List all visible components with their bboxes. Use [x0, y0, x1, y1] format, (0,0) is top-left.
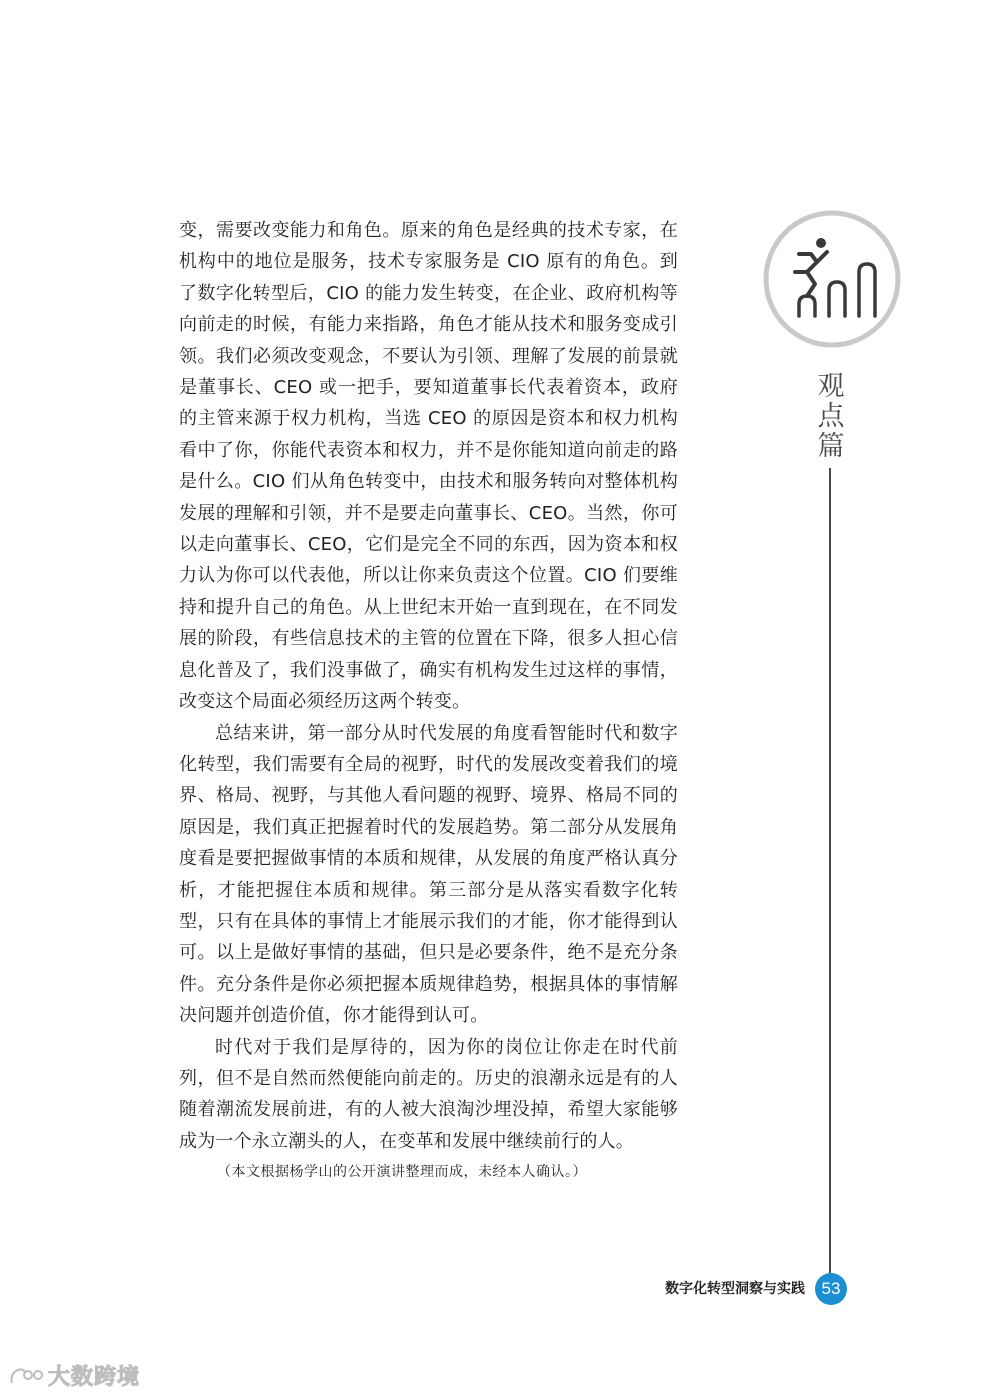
viewpoint-section-icon	[763, 210, 901, 348]
section-title	[813, 372, 849, 462]
article-body	[179, 215, 678, 1183]
section-title-char: 观	[817, 371, 845, 402]
section-divider-line	[829, 468, 831, 1278]
paragraph-1: 变，需要改变能力和角色。原来的角色是经典的技术专家，在机构中的地位是服务，技术专家服务是 CIO 原有的角色。到了数字化转型后，CIO 的能力发生转变，在企业、政府机构等向前走的时候，有能力来指路，角色才能从技术和服务变成引领。我们必须改变观念，不要认为引领、理解了发展的前景就是董事长、CEO 或一把手，要知道董事长代表着资本，政府的主管来源于权力机构，当选 CEO 的原因是资本和权力机构看中了你，你能代表资本和权力，并不是你能知道向前走的路是什么。CIO 们从角色转变中，由技术和服务转向对整体机构发展的理解和引领，并不是要走向董事长、CEO。当然，你可以走向董事长、CEO，它们是完全不同的东西，因为资本和权力认为你可以代表他，所以让你来负责这个位置。CIO 们要维持和提升自己的角色。从上世纪末开始一直到现在，在不同发展的阶段，有些信息技术的主管的位置在下降，很多人担心信息化普及了，我们没事做了，确实有机构发生过这样的事情，改变这个局面必须经历这两个转变。	[179, 220, 678, 713]
page-number-badge: 53	[815, 1273, 847, 1305]
section-title-char: 点	[817, 401, 845, 432]
section-title-char: 篇	[817, 431, 845, 462]
watermark-logo-icon	[8, 1365, 44, 1391]
watermark	[8, 1366, 140, 1390]
source-note: （本文根据杨学山的公开演讲整理而成，未经本人确认。）	[217, 1164, 587, 1181]
paragraph-2: 总结来讲，第一部分从时代发展的角度看智能时代和数字化转型，我们需要有全局的视野，时代的发展改变着我们的境界、格局、视野，与其他人看问题的视野、境界、格局不同的原因是，我们真正把握着时代的发展趋势。第二部分从发展角度看是要把握做事情的本质和规律，从发展的角度严格认真分析，才能把握住本质和规律。第三部分是从落实看数字化转型，只有在具体的事情上才能展示我们的才能，你才能得到认可。以上是做好事情的基础，但只是必要条件，绝不是充分条件。充分条件是你必须把握本质规律趋势，根据具体的事情解决问题并创造价值，你才能得到认可。	[179, 722, 678, 1027]
running-footer-title: 数字化转型洞察与实践	[665, 1281, 805, 1297]
paragraph-3: 时代对于我们是厚待的，因为你的岗位让你走在时代前列，但不是自然而然便能向前走的。历史的浪潮永远是有的人随着潮流发展前进，有的人被大浪淘沙埋没掉，希望大家能够成为一个永立潮头的人，在变革和发展中继续前行的人。	[179, 1036, 678, 1152]
watermark-text: 大数跨境	[48, 1365, 141, 1390]
